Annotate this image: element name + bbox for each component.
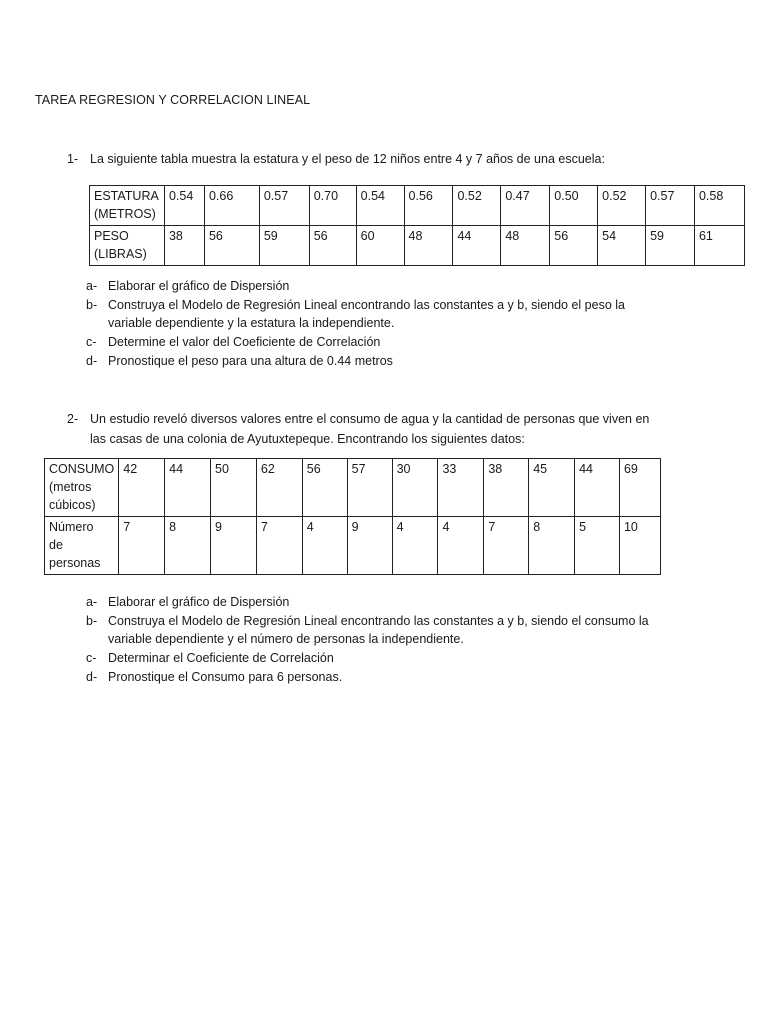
table-cell: 54 xyxy=(598,226,646,266)
table-cell: 0.66 xyxy=(204,186,259,226)
table-cell: 9 xyxy=(211,517,257,575)
table-cell: 0.54 xyxy=(164,186,204,226)
list-item xyxy=(86,333,686,352)
table-cell: 0.58 xyxy=(694,186,744,226)
table-row xyxy=(45,459,661,517)
row-header-line: (metros xyxy=(49,480,92,494)
table-cell: 59 xyxy=(259,226,309,266)
question-text: La siguiente tabla muestra la estatura y el peso de 12 niños entre 4 y 7 años de una escuela: xyxy=(90,152,605,166)
table-body xyxy=(90,186,745,266)
table-cell: 57 xyxy=(347,459,392,517)
question-2-items xyxy=(86,593,706,687)
table-cell: 8 xyxy=(529,517,575,575)
table-cell: 45 xyxy=(529,459,575,517)
table-cell: 48 xyxy=(501,226,550,266)
table-cell: 59 xyxy=(646,226,695,266)
list-item-text: variable dependiente y la estatura la independiente. xyxy=(108,316,395,331)
question-1-items xyxy=(86,277,686,371)
table-cell: 4 xyxy=(302,517,347,575)
table-cell: 62 xyxy=(256,459,302,517)
row-header-line: de xyxy=(49,538,63,552)
table-cell: 38 xyxy=(484,459,529,517)
table-cell: 0.52 xyxy=(453,186,501,226)
table-cell: 5 xyxy=(575,517,620,575)
list-item-marker: b- xyxy=(86,613,98,628)
table-body xyxy=(45,459,661,575)
table-cell: 61 xyxy=(694,226,744,266)
row-header-cell xyxy=(45,517,119,575)
list-item-marker: b- xyxy=(86,297,98,312)
list-item-text: Pronostique el peso para una altura de 0.44 metros xyxy=(108,353,393,368)
table-cell: 42 xyxy=(119,459,165,517)
table-cell: 33 xyxy=(438,459,484,517)
table-cell: 7 xyxy=(119,517,165,575)
table-cell: 56 xyxy=(302,459,347,517)
list-item-text: Construya el Modelo de Regresión Lineal encontrando las constantes a y b, siendo el consumo la xyxy=(108,613,649,628)
list-item-marker: c- xyxy=(86,651,97,666)
table-cell: 0.50 xyxy=(550,186,598,226)
row-header-line: CONSUMO xyxy=(49,462,115,476)
list-item-marker: a- xyxy=(86,279,98,293)
table-cell: 44 xyxy=(165,459,211,517)
table-cell: 0.57 xyxy=(646,186,695,226)
row-header-line: PESO xyxy=(94,229,129,243)
table-cell: 48 xyxy=(404,226,453,266)
table-cell: 8 xyxy=(165,517,211,575)
table-cell: 56 xyxy=(550,226,598,266)
list-item xyxy=(86,277,686,296)
table-cell: 10 xyxy=(619,517,660,575)
list-item-text: Determine el valor del Coeficiente de Correlación xyxy=(108,335,381,350)
row-header-line: personas xyxy=(49,556,101,570)
list-item xyxy=(86,649,706,668)
document-title: TAREA REGRESION Y CORRELACION LINEAL xyxy=(35,93,311,107)
table-cell: 50 xyxy=(211,459,257,517)
list-item-text: Elaborar el gráfico de Dispersión xyxy=(108,595,290,609)
question-number: 2- xyxy=(67,412,79,426)
question-text-line-1: Un estudio reveló diversos valores entre el consumo de agua y la cantidad de personas que viven en xyxy=(90,412,650,426)
list-item-marker: d- xyxy=(86,669,98,684)
table-cell: 7 xyxy=(484,517,529,575)
question-2 xyxy=(67,410,707,450)
row-header-line: (METROS) xyxy=(94,207,156,221)
list-item-text: variable dependiente y el número de personas la independiente. xyxy=(108,632,464,647)
row-header-line: Número xyxy=(49,520,94,534)
row-header-cell xyxy=(90,226,165,266)
table-cell: 0.54 xyxy=(356,186,404,226)
list-item xyxy=(86,352,686,371)
table-cell: 0.52 xyxy=(598,186,646,226)
table-cell: 30 xyxy=(392,459,438,517)
table-cell: 44 xyxy=(575,459,620,517)
question-number: 1- xyxy=(67,152,79,166)
consumption-persons-table xyxy=(44,458,661,575)
row-header-cell xyxy=(45,459,119,517)
table-cell: 7 xyxy=(256,517,302,575)
table-cell: 4 xyxy=(392,517,438,575)
list-item xyxy=(86,296,686,333)
table-cell: 38 xyxy=(164,226,204,266)
table-cell: 60 xyxy=(356,226,404,266)
table-row xyxy=(90,186,745,226)
height-weight-table xyxy=(89,185,745,266)
question-1 xyxy=(67,150,707,169)
table-cell: 69 xyxy=(619,459,660,517)
list-item-text: Determinar el Coeficiente de Correlación xyxy=(108,651,334,666)
row-header-line: (LIBRAS) xyxy=(94,247,147,261)
row-header-cell xyxy=(90,186,165,226)
table-cell: 4 xyxy=(438,517,484,575)
list-item-text: Construya el Modelo de Regresión Lineal encontrando las constantes a y b, siendo el peso la xyxy=(108,297,625,312)
row-header-line: cúbicos) xyxy=(49,498,96,512)
list-item-text: Elaborar el gráfico de Dispersión xyxy=(108,279,290,293)
list-item-marker: a- xyxy=(86,595,98,609)
table-cell: 0.70 xyxy=(309,186,356,226)
table-cell: 56 xyxy=(309,226,356,266)
list-item-marker: d- xyxy=(86,353,98,368)
list-item xyxy=(86,612,706,649)
list-item-text: Pronostique el Consumo para 6 personas. xyxy=(108,669,343,684)
table-cell: 44 xyxy=(453,226,501,266)
table-row xyxy=(90,226,745,266)
row-header-line: ESTATURA xyxy=(94,189,159,203)
table-cell: 0.57 xyxy=(259,186,309,226)
table-cell: 0.47 xyxy=(501,186,550,226)
list-item-marker: c- xyxy=(86,335,97,350)
table-cell: 0.56 xyxy=(404,186,453,226)
list-item xyxy=(86,593,706,612)
list-item xyxy=(86,668,706,687)
table-cell: 9 xyxy=(347,517,392,575)
question-text-line-2: las casas de una colonia de Ayutuxtepeque. Encontrando los siguientes datos: xyxy=(90,432,525,446)
table-row xyxy=(45,517,661,575)
table-cell: 56 xyxy=(204,226,259,266)
